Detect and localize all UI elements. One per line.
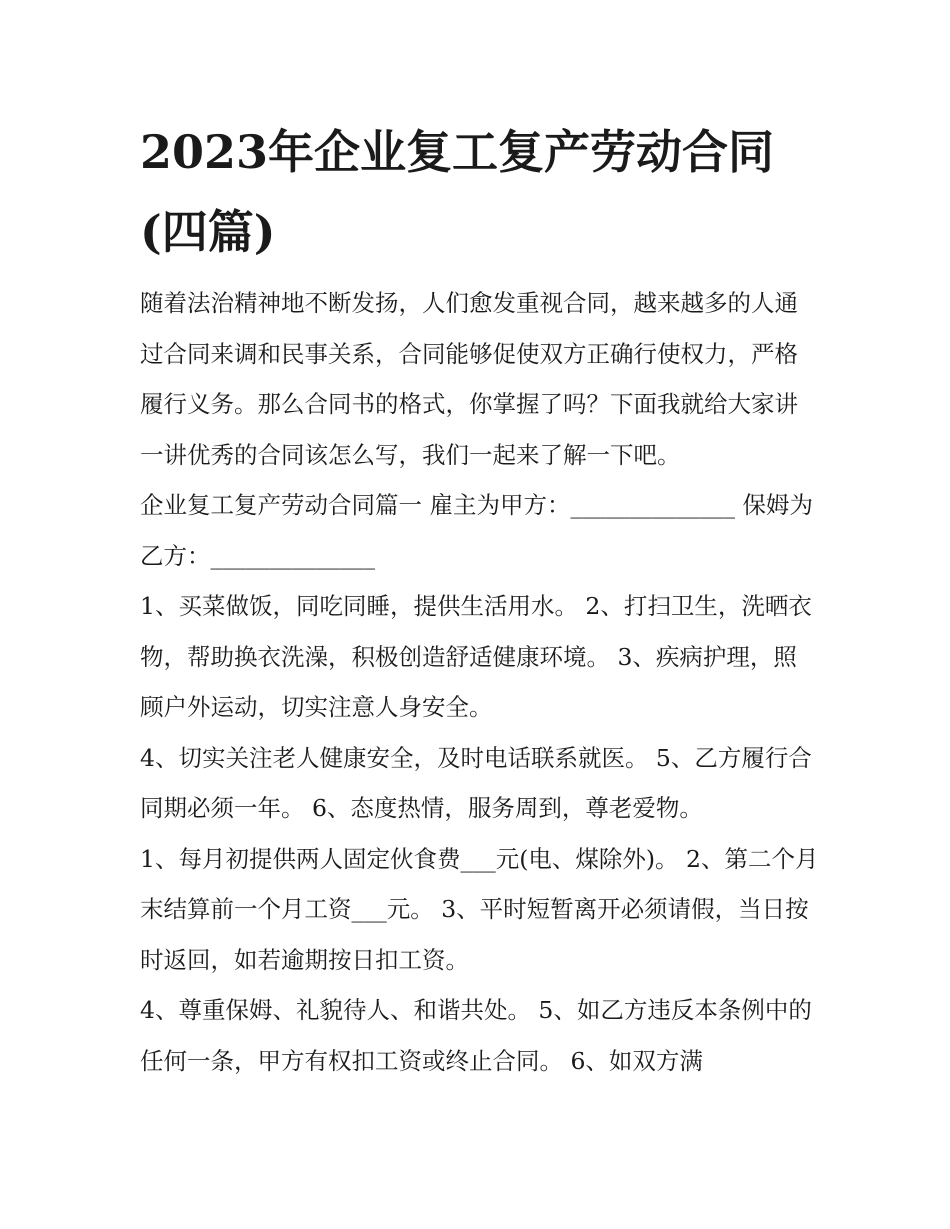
document-title: 2023年企业复工复产劳动合同(四篇): [140, 125, 775, 259]
employer-paragraph-1: 1、每月初提供两人固定伙食费___元(电、煤除外)。 2、第二个月末结算前一个月工资___元。 3、平时短暂离开必须请假，当日按时返回，如若逾期按日扣工资。: [140, 844, 819, 974]
employer-paragraph-2: 4、尊重保姆、礼貌待人、和谐共处。 5、如乙方违反本条例中的任何一条，甲方有权扣工资或终止合同。 6、如双方满: [140, 996, 812, 1075]
parties-paragraph: 企业复工复产劳动合同篇一 雇主为甲方：______________ 保姆为乙方：______________: [140, 491, 813, 570]
document-page: [140, 112, 820, 1086]
intro-paragraph: 随着法治精神地不断发扬，人们愈发重视合同，越来越多的人通过合同来调和民事关系，合同能够促使双方正确行使权力，严格履行义务。那么合同书的格式，你掌握了吗？下面我就给大家讲一讲优秀的合同该怎么写，我们一起来了解一下吧。: [140, 289, 798, 469]
duties-paragraph-1: 1、买菜做饭，同吃同睡，提供生活用水。 2、打扫卫生，洗晒衣物，帮助换衣洗澡，积极创造舒适健康环境。 3、疾病护理，照顾户外运动，切实注意人身安全。: [140, 592, 812, 721]
duties-paragraph-2: 4、切实关注老人健康安全，及时电话联系就医。 5、乙方履行合同期必须一年。 6、态度热情，服务周到，尊老爱物。: [140, 743, 812, 822]
